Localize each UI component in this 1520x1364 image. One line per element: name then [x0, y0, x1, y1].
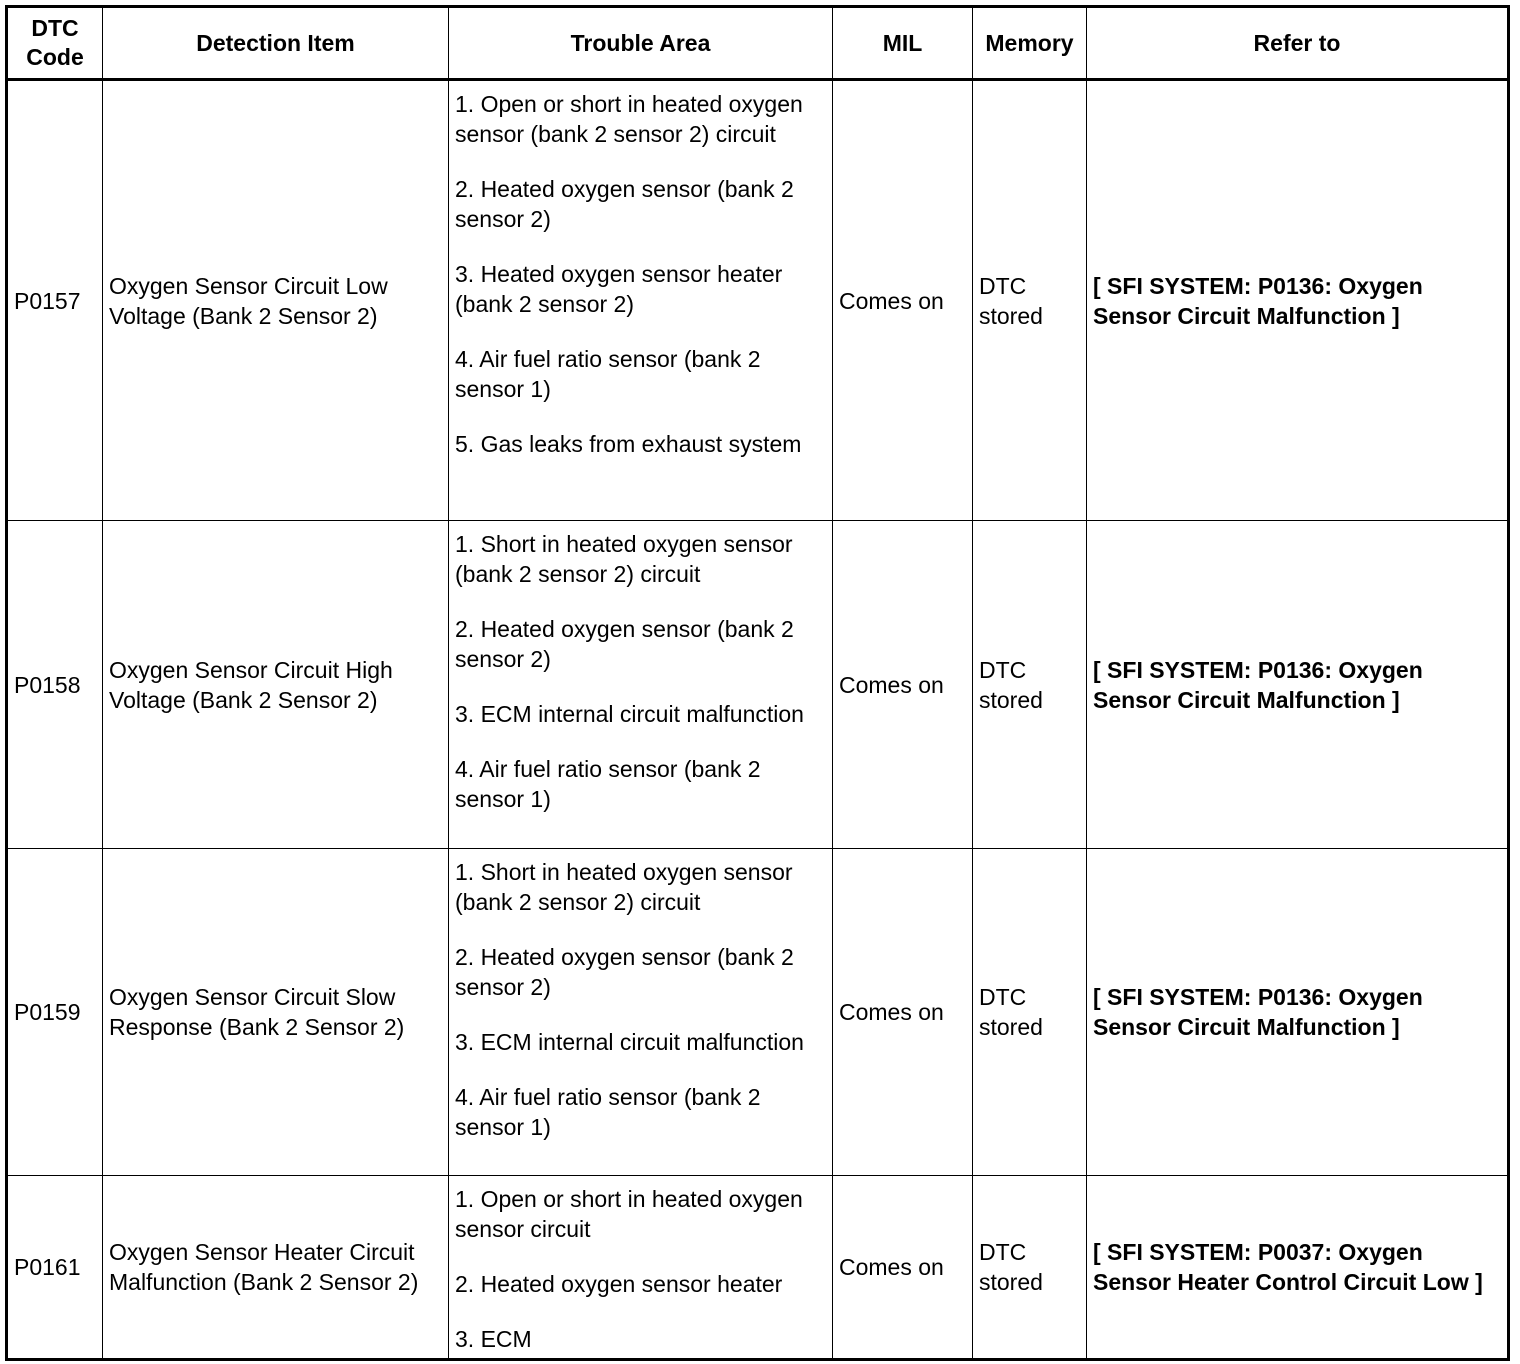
dtc-code-cell: P0157 — [7, 80, 103, 521]
dtc-code-cell: P0158 — [7, 521, 103, 849]
header-trouble-area: Trouble Area — [449, 7, 833, 80]
trouble-area-cell — [449, 1176, 833, 1360]
refer-to-link[interactable]: [ SFI SYSTEM: P0136: Oxygen Sensor Circuit Malfunction ] — [1087, 521, 1509, 849]
trouble-area-item: 1. Open or short in heated oxygen sensor (bank 2 sensor 2) circuit — [455, 91, 803, 147]
table-row — [7, 521, 1509, 849]
table-row — [7, 80, 1509, 521]
table-row — [7, 1176, 1509, 1360]
trouble-area-item: 3. ECM internal circuit malfunction — [455, 701, 804, 727]
table-body — [7, 80, 1509, 1360]
table-row — [7, 849, 1509, 1176]
trouble-area-item: 1. Open or short in heated oxygen sensor circuit — [455, 1186, 803, 1242]
refer-to-link[interactable]: [ SFI SYSTEM: P0037: Oxygen Sensor Heater Control Circuit Low ] — [1087, 1176, 1509, 1360]
trouble-area-item: 2. Heated oxygen sensor (bank 2 sensor 2) — [455, 176, 794, 232]
header-dtc-code: DTC Code — [7, 7, 103, 80]
mil-cell: Comes on — [833, 849, 973, 1176]
detection-item-cell: Oxygen Sensor Circuit Slow Response (Bank 2 Sensor 2) — [103, 849, 449, 1176]
memory-cell: DTC stored — [973, 1176, 1087, 1360]
detection-item-cell: Oxygen Sensor Circuit High Voltage (Bank 2 Sensor 2) — [103, 521, 449, 849]
trouble-area-item: 3. Heated oxygen sensor heater (bank 2 sensor 2) — [455, 261, 783, 317]
header-memory: Memory — [973, 7, 1087, 80]
trouble-area-cell — [449, 849, 833, 1176]
mil-cell: Comes on — [833, 1176, 973, 1360]
header-refer-to: Refer to — [1087, 7, 1509, 80]
dtc-table — [5, 5, 1510, 1361]
memory-cell: DTC stored — [973, 521, 1087, 849]
trouble-area-item: 2. Heated oxygen sensor heater — [455, 1271, 783, 1297]
detection-item-cell: Oxygen Sensor Circuit Low Voltage (Bank 2 Sensor 2) — [103, 80, 449, 521]
trouble-area-item: 2. Heated oxygen sensor (bank 2 sensor 2) — [455, 616, 794, 672]
dtc-code-cell: P0161 — [7, 1176, 103, 1360]
dtc-code-cell: P0159 — [7, 849, 103, 1176]
mil-cell: Comes on — [833, 521, 973, 849]
mil-cell: Comes on — [833, 80, 973, 521]
trouble-area-item: 1. Short in heated oxygen sensor (bank 2 sensor 2) circuit — [455, 531, 793, 587]
trouble-area-item: 1. Short in heated oxygen sensor (bank 2 sensor 2) circuit — [455, 859, 793, 915]
trouble-area-item: 4. Air fuel ratio sensor (bank 2 sensor 1) — [455, 756, 761, 812]
trouble-area-item: 5. Gas leaks from exhaust system — [455, 431, 802, 457]
memory-cell: DTC stored — [973, 80, 1087, 521]
refer-to-link[interactable]: [ SFI SYSTEM: P0136: Oxygen Sensor Circuit Malfunction ] — [1087, 80, 1509, 521]
detection-item-cell: Oxygen Sensor Heater Circuit Malfunction (Bank 2 Sensor 2) — [103, 1176, 449, 1360]
header-mil: MIL — [833, 7, 973, 80]
trouble-area-item: 3. ECM internal circuit malfunction — [455, 1029, 804, 1055]
trouble-area-cell — [449, 521, 833, 849]
trouble-area-item: 4. Air fuel ratio sensor (bank 2 sensor 1) — [455, 1084, 761, 1140]
trouble-area-item: 3. ECM — [455, 1326, 532, 1352]
trouble-area-item: 4. Air fuel ratio sensor (bank 2 sensor 1) — [455, 346, 761, 402]
trouble-area-cell — [449, 80, 833, 521]
trouble-area-item: 2. Heated oxygen sensor (bank 2 sensor 2) — [455, 944, 794, 1000]
refer-to-link[interactable]: [ SFI SYSTEM: P0136: Oxygen Sensor Circuit Malfunction ] — [1087, 849, 1509, 1176]
table-header-row — [7, 7, 1509, 80]
memory-cell: DTC stored — [973, 849, 1087, 1176]
header-detection-item: Detection Item — [103, 7, 449, 80]
